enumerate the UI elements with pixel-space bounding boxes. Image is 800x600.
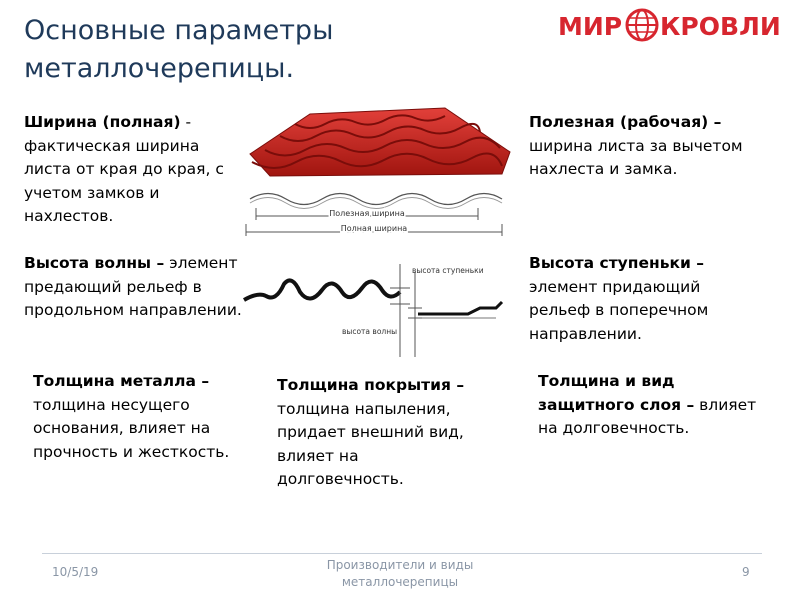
step-height-block (529, 252, 759, 346)
width-full-term: Ширина (полная) (24, 113, 181, 131)
full-width-label: Полная ширина (340, 224, 408, 233)
tile-profile-line (250, 194, 502, 205)
title-line-2: металлочерепицы. (24, 53, 295, 84)
wave-height-desc: элемент предающий рельеф в продольном направлении. (24, 254, 242, 319)
width-full-sep: - (180, 113, 192, 131)
useful-width-label: Полезная ширина (329, 209, 405, 218)
protective-layer-term: Толщина и вид защитного слоя – (538, 372, 695, 414)
step-height-label: высота ступеньки (412, 266, 484, 275)
globe-icon (627, 10, 657, 40)
wave-step-diagram (240, 262, 515, 362)
footer-center-line-2: металлочерепицы (341, 575, 459, 589)
wave-height-block (24, 252, 249, 323)
step-height-desc: элемент придающий рельеф в поперечном направлении. (529, 277, 709, 343)
logo-right-text: КРОВЛИ (660, 12, 781, 41)
useful-width-term: Полезная (рабочая) – (529, 113, 722, 131)
page-title (24, 12, 333, 88)
width-full-desc: фактическая ширина листа от края до края, с учетом замков и нахлестов. (24, 136, 224, 225)
wave-height-term: Высота волны – (24, 254, 165, 272)
protective-layer-desc: влияет на долговечность. (538, 395, 757, 437)
wave-height-label: высота волны (342, 327, 398, 336)
logo-graphic (558, 8, 788, 44)
width-full-block (24, 111, 249, 229)
useful-width-block (529, 111, 759, 182)
coating-thickness-desc: толщина напыления, придает внешний вид, влияет на долговечность. (277, 399, 464, 488)
footer-date: 10/5/19 (52, 565, 99, 579)
wave-profile (244, 280, 400, 300)
metal-tile-illustration (240, 104, 515, 239)
protective-layer-block (538, 370, 763, 441)
brand-logo (558, 8, 788, 44)
metal-thickness-term: Толщина металла – (33, 372, 210, 390)
page-number: 9 (742, 565, 750, 579)
step-profile (418, 302, 502, 314)
footer-divider (42, 553, 762, 554)
title-line-1: Основные параметры (24, 15, 334, 46)
coating-thickness-term: Толщина покрытия – (277, 376, 465, 394)
metal-thickness-block (33, 370, 248, 464)
metal-thickness-desc: толщина несущего основания, влияет на прочность и жесткость. (33, 395, 230, 461)
coating-thickness-block (277, 374, 482, 492)
tile-sheet (250, 108, 510, 176)
step-height-term: Высота ступеньки – (529, 254, 705, 272)
footer-center (300, 557, 500, 591)
useful-width-desc: ширина листа за вычетом нахлеста и замка. (529, 136, 743, 178)
footer-center-line-1: Производители и виды (326, 558, 474, 572)
logo-left-text: МИР (558, 12, 623, 41)
